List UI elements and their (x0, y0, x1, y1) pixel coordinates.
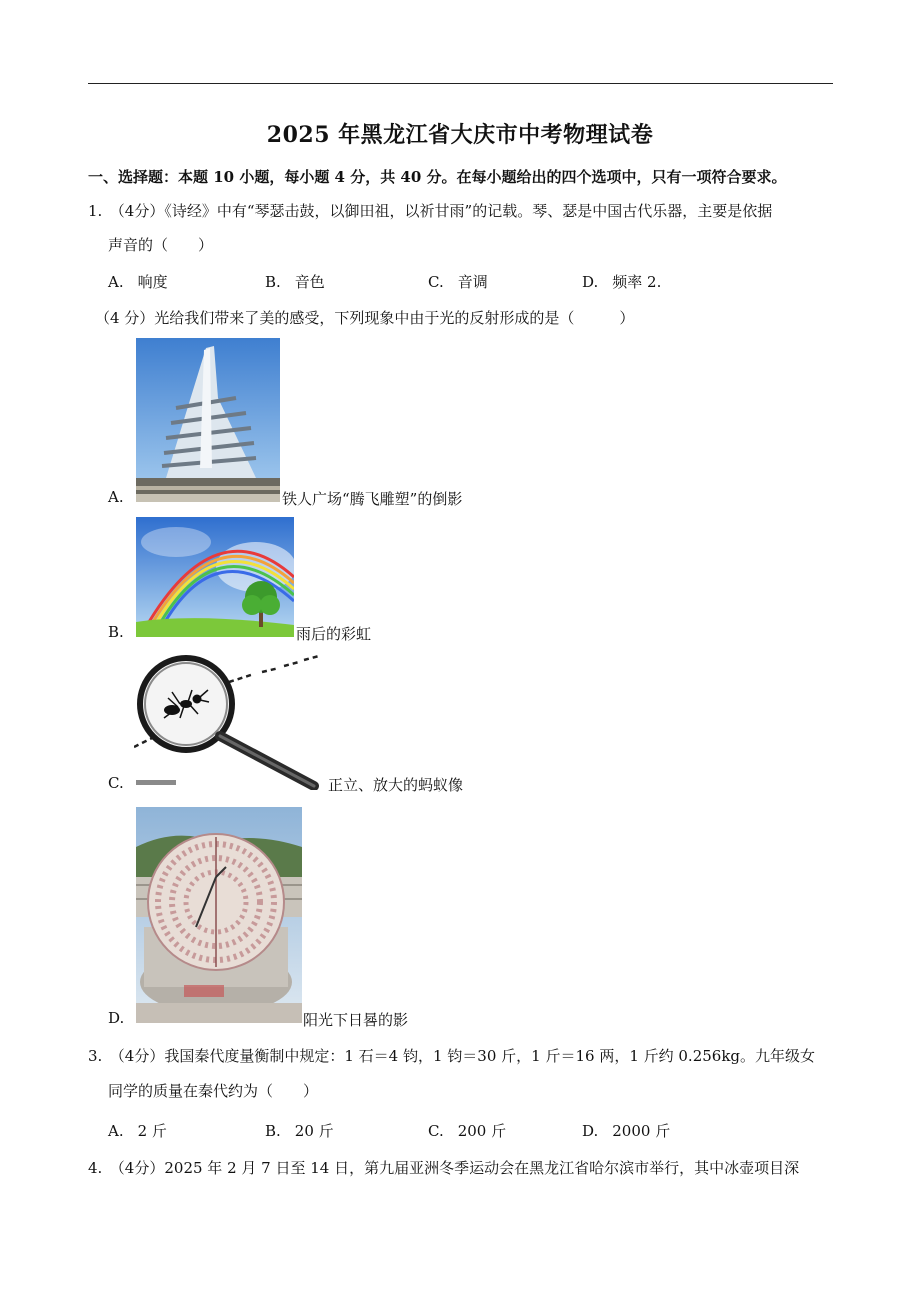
q1-stem-line2: 声音的（ ） (108, 236, 214, 254)
rainbow-image (136, 517, 294, 637)
q3-stem-line1: 3. （4分）我国秦代度量衡制中规定：1 石＝4 钧，1 钧＝30 斤，1 斤＝16 两，1 斤约 0.256kg。九年级女 (88, 1047, 816, 1065)
q1-option-b: B. 音色 (265, 273, 325, 291)
q3-option-c: C. 200 斤 (428, 1122, 507, 1140)
q3-stem-line2: 同学的质量在秦代约为（ ） (108, 1082, 319, 1100)
q3-option-b: B. 20 斤 (265, 1122, 334, 1140)
q2-option-c-caption: 正立、放大的蚂蚁像 (328, 776, 464, 794)
q1-option-d: D. 频率 2. (582, 273, 662, 291)
q2-option-d-letter: D. (108, 1009, 125, 1027)
q2-option-a-letter: A. (108, 488, 124, 506)
q4-stem-line1: 4. （4分）2025 年 2 月 7 日至 14 日，第九届亚洲冬季运动会在黑龙江省哈尔滨市举行，其中冰壶项目深 (88, 1159, 800, 1177)
sculpture-image (136, 338, 280, 502)
q2-option-c-letter: C. (108, 774, 124, 792)
q3-option-d: D. 2000 斤 (582, 1122, 671, 1140)
q2-stem: （4 分）光给我们带来了美的感受，下列现象中由于光的反射形成的是（ ） (95, 309, 635, 327)
magnifier-image (134, 652, 326, 790)
sundial-image (136, 807, 302, 1023)
q1-stem-line1: 1. （4分）《诗经》中有“琴瑟击鼓，以御田祖，以祈甘雨”的记载。琴、瑟是中国古代乐器，主要是依据 (88, 202, 773, 220)
q2-option-b-caption: 雨后的彩虹 (296, 625, 372, 643)
q2-option-a-caption: 铁人广场“腾飞雕塑”的倒影 (282, 490, 463, 508)
section-heading: 一、选择题：本题 10 小题，每小题 4 分，共 40 分。在每小题给出的四个选项中，只有一项符合要求。 (88, 168, 787, 186)
q1-option-c: C. 音调 (428, 273, 488, 291)
q1-option-a: A. 响度 (108, 273, 168, 291)
page-title: 2025 年黑龙江省大庆市中考物理试卷 (266, 122, 654, 148)
q3-option-a: A. 2 斤 (108, 1122, 167, 1140)
q2-option-d-caption: 阳光下日晷的影 (303, 1011, 409, 1029)
header-rule (88, 83, 833, 84)
q2-option-b-letter: B. (108, 623, 124, 641)
